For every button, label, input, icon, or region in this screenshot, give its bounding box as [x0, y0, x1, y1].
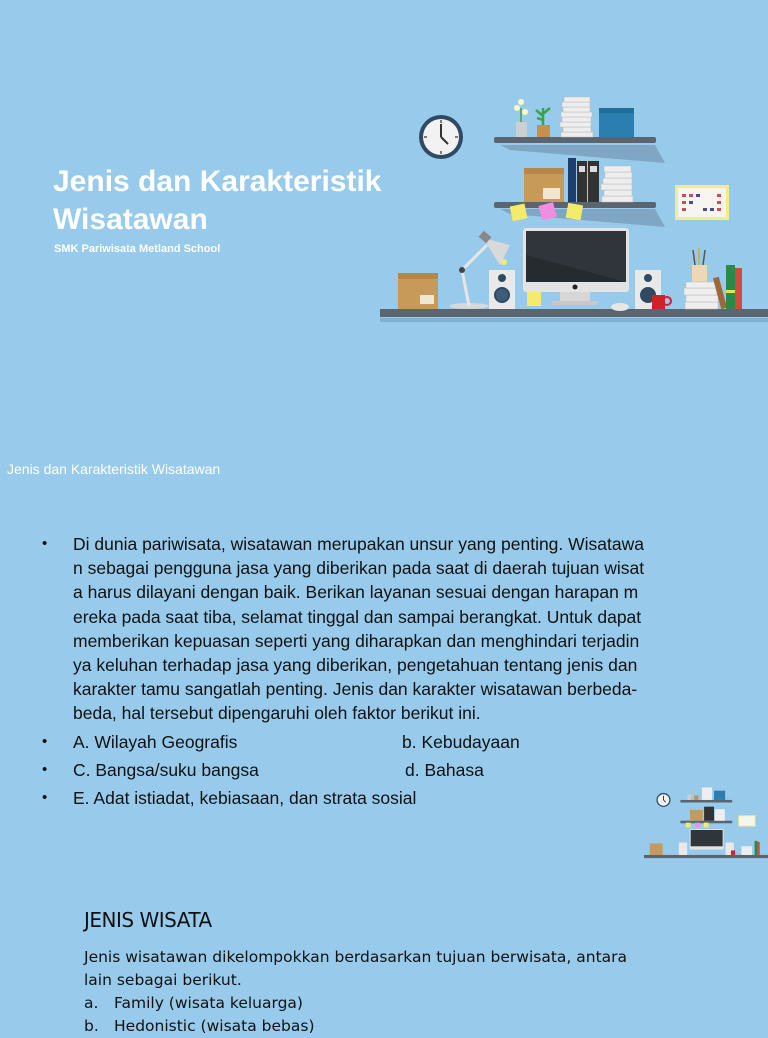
- clock-icon: [419, 115, 463, 159]
- factor-item: [42, 786, 732, 810]
- factor-bahasa: d. Bahasa: [405, 759, 484, 780]
- factor-item: [42, 730, 732, 754]
- paragraph-line: n sebagai pengguna jasa yang diberikan pada saat di daerah tujuan wisat: [73, 558, 645, 579]
- bullet-list: [42, 532, 732, 814]
- calendar-icon: [675, 185, 729, 220]
- paragraph-line: a harus dilayani dengan baik. Berikan layanan sesuai dengan harapan m: [73, 582, 639, 603]
- title-line-1: Jenis dan Karakteristik: [53, 165, 382, 198]
- intro-line: Jenis wisatawan dikelompokkan berdasarkan tujuan berwisata, antara: [84, 948, 628, 966]
- section-heading: JENIS WISATA: [84, 908, 212, 932]
- speaker-icon: [489, 270, 515, 309]
- slide-subtitle: SMK Pariwisata Metland School: [54, 243, 221, 255]
- list-marker: b.: [84, 1017, 99, 1035]
- title-line-2: Wisatawan: [53, 203, 208, 236]
- office-desk-illustration: [380, 90, 768, 322]
- paragraph-line: Di dunia pariwisata, wisatawan merupakan unsur yang penting. Wisatawa: [73, 534, 644, 554]
- content-slide: [0, 420, 768, 890]
- list-item-text: Family (wisata keluarga): [114, 994, 303, 1012]
- title-slide: [0, 0, 768, 420]
- paragraph-line: ereka pada saat tiba, selamat tinggal dan sampai berangkat. Untuk dapat: [73, 606, 642, 627]
- slide-header: Jenis dan Karakteristik Wisatawan: [7, 461, 221, 477]
- list-item: [84, 992, 744, 1015]
- monitor-icon: [523, 228, 629, 306]
- paragraph-line: ya keluhan terhadap jasa yang diberikan, pengetahuan tentang jenis dan: [73, 655, 638, 676]
- pencil-cup-icon: [692, 248, 707, 282]
- factor-item: [42, 758, 732, 782]
- middle-shelf: [494, 158, 665, 227]
- paragraph-line: memberikan kepuasan seperti yang diharapkan dan menghindari terjadin: [73, 630, 640, 651]
- list-item-text: Hedonistic (wisata bebas): [114, 1017, 315, 1035]
- paragraph-line: beda, hal tersebut dipengaruhi oleh faktor berikut ini.: [73, 703, 481, 724]
- office-desk-thumbnail: [644, 782, 768, 862]
- paragraph-line: karakter tamu sangatlah penting. Jenis dan karakter wisatawan berbeda-: [73, 679, 638, 700]
- list-item: [84, 1015, 744, 1038]
- list-marker: a.: [84, 994, 99, 1012]
- mug-icon: [652, 295, 671, 309]
- factor-adat: E. Adat istiadat, kebiasaan, dan strata sosial: [73, 788, 417, 809]
- jenis-wisata-slide: [0, 890, 768, 1035]
- factor-bangsa: C. Bangsa/suku bangsa: [73, 759, 259, 780]
- top-shelf: [494, 97, 665, 163]
- factor-kebudayaan: b. Kebudayaan: [402, 731, 520, 752]
- intro-line: lain sebagai berikut.: [84, 971, 242, 989]
- factor-geografis: A. Wilayah Geografis: [73, 731, 238, 752]
- section-body: [84, 946, 744, 1038]
- bullet-paragraph: [42, 532, 732, 726]
- desk: [380, 228, 768, 322]
